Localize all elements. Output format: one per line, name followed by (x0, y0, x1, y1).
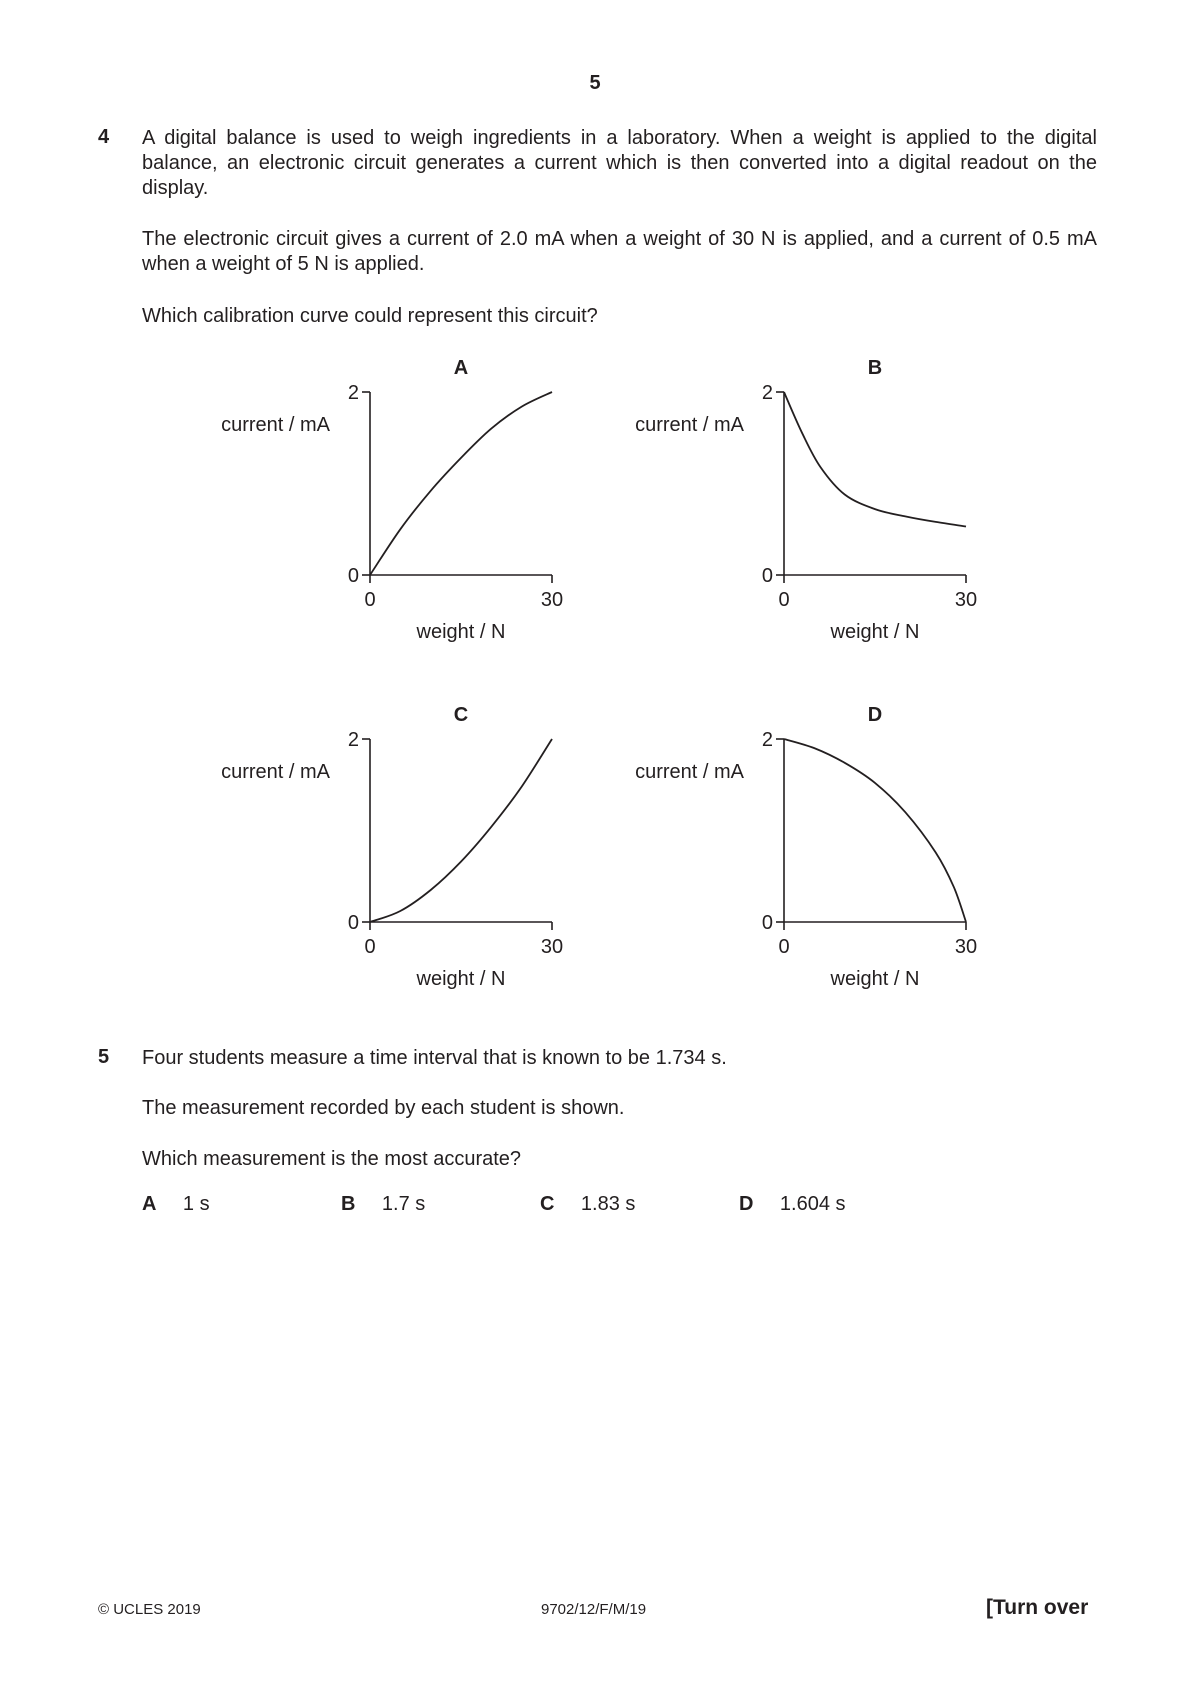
graph-d-x-tick-label-max: 30 (954, 936, 978, 958)
question-5-number: 5 (98, 1046, 110, 1068)
footer-turn-over: [Turn over (986, 1596, 1089, 1619)
option-c-value: 1.83 s (580, 1193, 636, 1215)
graph-a (221, 357, 563, 643)
graph-c-y-axis-label: current / mA (221, 761, 330, 783)
graph-b-x-axis-label: weight / N (830, 621, 920, 643)
graph-a-x-axis-label: weight / N (416, 621, 506, 643)
option-d-value: 1.604 s (779, 1193, 846, 1215)
question-4-number: 4 (98, 126, 110, 148)
question-5-prompt: Which measurement is the most accurate? (142, 1148, 522, 1170)
graph-c (221, 704, 563, 990)
option-b-value: 1.7 s (381, 1193, 426, 1215)
option-c[interactable] (540, 1193, 635, 1216)
footer-copyright: © UCLES 2019 (98, 1601, 201, 1618)
graph-d-y-axis-label: current / mA (635, 761, 744, 783)
option-a-value: 1 s (182, 1193, 210, 1215)
graph-c-curve (370, 739, 552, 922)
graph-b-curve (784, 392, 966, 527)
question-5-intro: Four students measure a time interval that is known to be 1.734 s. (142, 1047, 727, 1069)
footer-paper-code: 9702/12/F/M/19 (541, 1601, 647, 1618)
graph-d-x-axis-label: weight / N (830, 968, 920, 990)
graph-b-x-tick-label-max: 30 (954, 589, 978, 611)
graph-a-x-tick-label-min: 0 (364, 589, 376, 611)
option-b[interactable] (341, 1193, 425, 1216)
graph-b-y-tick-label-min: 0 (761, 565, 773, 587)
graph-a-y-axis-label: current / mA (221, 414, 330, 436)
option-a[interactable] (142, 1193, 210, 1216)
graph-a-y-tick-label-min: 0 (347, 565, 359, 587)
graph-a-title: A (453, 357, 469, 379)
question-4-data: The electronic circuit gives a current of 2.0 mA when a weight of 30 N is applied, and a current of 0.5 mA when a weight of 5 N is applied. (142, 228, 1097, 275)
graph-c-y-tick-label-min: 0 (347, 912, 359, 934)
graph-c-y-tick-label-max: 2 (347, 729, 359, 751)
graph-d-y-tick-label-max: 2 (761, 729, 773, 751)
graph-a-y-tick-label-max: 2 (347, 382, 359, 404)
graph-c-x-tick-label-max: 30 (540, 936, 564, 958)
option-a-letter: A (142, 1193, 157, 1215)
question-4-intro: A digital balance is used to weigh ingredients in a laboratory. When a weight is applied to the digital balance, an electronic circuit generates a current which is then converted into a digital readout on the display. (142, 127, 1097, 199)
graph-b-y-axis-label: current / mA (635, 414, 744, 436)
graph-c-title: C (453, 704, 469, 726)
option-d-letter: D (739, 1193, 754, 1215)
graph-d-curve (784, 739, 966, 922)
graph-c-x-tick-label-min: 0 (364, 936, 376, 958)
graph-a-x-tick-label-max: 30 (540, 589, 564, 611)
graph-b-title: B (867, 357, 883, 379)
option-b-letter: B (341, 1193, 356, 1215)
graph-d-title: D (867, 704, 883, 726)
option-d[interactable] (739, 1193, 846, 1216)
graph-b (635, 357, 977, 643)
option-c-letter: C (540, 1193, 555, 1215)
graph-b-x-tick-label-min: 0 (778, 589, 790, 611)
graph-d (635, 704, 977, 990)
graph-d-y-tick-label-min: 0 (761, 912, 773, 934)
question-4-prompt: Which calibration curve could represent this circuit? (142, 305, 598, 327)
graph-b-y-tick-label-max: 2 (761, 382, 773, 404)
graph-a-curve (370, 392, 552, 575)
graph-d-x-tick-label-min: 0 (778, 936, 790, 958)
question-5-info: The measurement recorded by each student is shown. (142, 1097, 625, 1119)
page-number: 5 (589, 72, 601, 94)
graph-c-x-axis-label: weight / N (416, 968, 506, 990)
